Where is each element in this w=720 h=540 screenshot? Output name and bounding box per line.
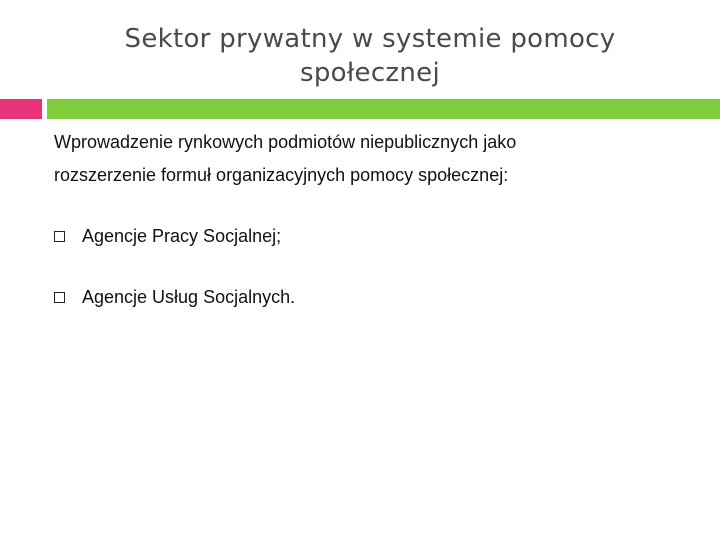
accent-bar-pink (0, 99, 42, 119)
intro-paragraph (54, 126, 694, 192)
square-bullet-icon (54, 231, 65, 242)
slide-title-line-1: Sektor prywatny w systemie pomocy (124, 24, 616, 54)
square-bullet-icon (54, 292, 65, 303)
bullet-text: Agencje Usług Socjalnych. (82, 287, 296, 307)
intro-line-2: rozszerzenie formuł organizacyjnych pomocy społecznej: (54, 165, 509, 185)
list-item (54, 281, 694, 314)
bullet-list (54, 220, 694, 342)
slide-title (40, 22, 700, 90)
slide-title-line-2: społecznej (300, 58, 440, 88)
list-item (54, 220, 694, 253)
intro-line-1: Wprowadzenie rynkowych podmiotów niepublicznych jako (54, 132, 517, 152)
accent-bar-green (47, 99, 720, 119)
bullet-text: Agencje Pracy Socjalnej; (82, 226, 282, 246)
